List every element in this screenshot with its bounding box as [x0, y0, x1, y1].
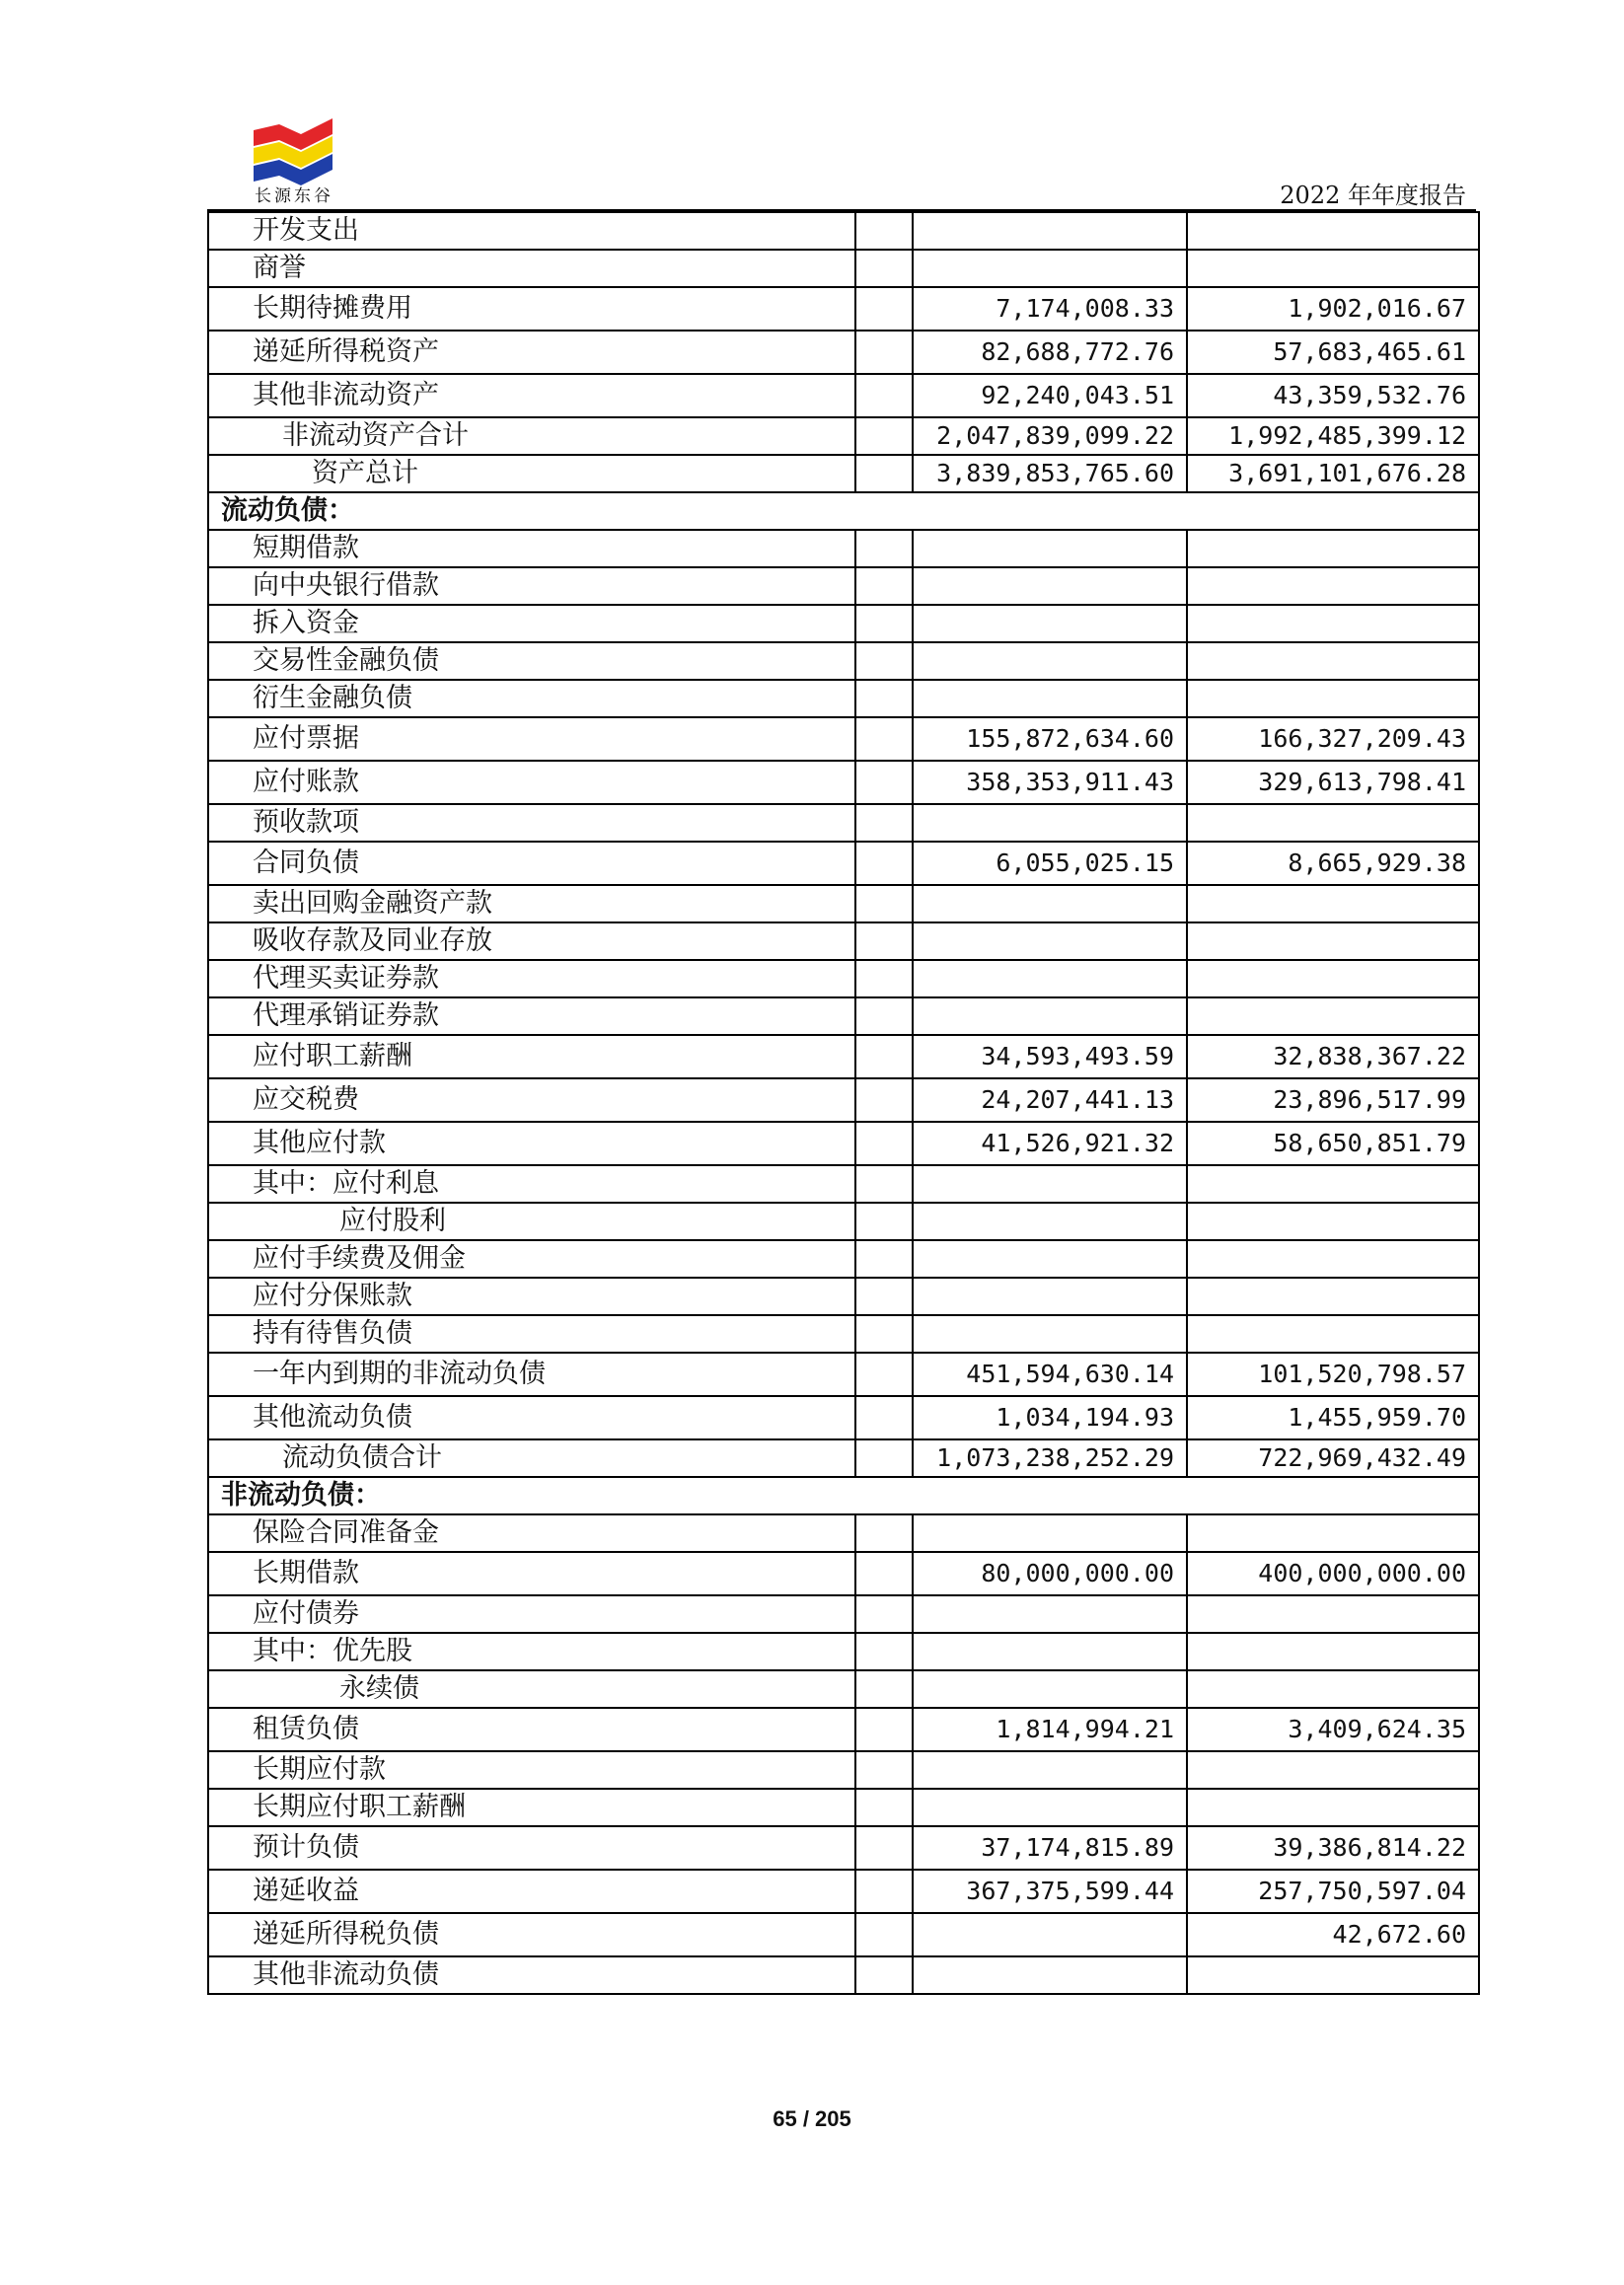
- note-cell: [855, 530, 913, 567]
- note-cell: [855, 885, 913, 922]
- current-period-value: [913, 680, 1187, 717]
- table-row: [208, 642, 1479, 680]
- prior-period-value: [1187, 1633, 1479, 1670]
- row-label: 其他应付款: [208, 1122, 855, 1165]
- table-row: [208, 1913, 1479, 1956]
- prior-period-value: 166,327,209.43: [1187, 717, 1479, 761]
- note-cell: [855, 680, 913, 717]
- current-period-value: [913, 885, 1187, 922]
- table-row: [208, 1514, 1479, 1552]
- note-cell: [855, 960, 913, 997]
- table-row: [208, 1870, 1479, 1913]
- note-cell: [855, 331, 913, 374]
- note-cell: [855, 842, 913, 885]
- table-row: [208, 374, 1479, 417]
- current-period-value: [913, 1633, 1187, 1670]
- current-period-value: 6,055,025.15: [913, 842, 1187, 885]
- prior-period-value: [1187, 922, 1479, 960]
- note-cell: [855, 1078, 913, 1122]
- note-cell: [855, 1751, 913, 1789]
- current-period-value: [913, 1913, 1187, 1956]
- prior-period-value: 329,613,798.41: [1187, 761, 1479, 804]
- row-label: 短期借款: [208, 530, 855, 567]
- note-cell: [855, 1278, 913, 1315]
- note-cell: [855, 455, 913, 492]
- table-row: [208, 1595, 1479, 1633]
- note-cell: [855, 1633, 913, 1670]
- current-period-value: 82,688,772.76: [913, 331, 1187, 374]
- prior-period-value: [1187, 885, 1479, 922]
- prior-period-value: 23,896,517.99: [1187, 1078, 1479, 1122]
- note-cell: [855, 605, 913, 642]
- note-cell: [855, 1514, 913, 1552]
- current-period-value: [913, 1751, 1187, 1789]
- prior-period-value: 722,969,432.49: [1187, 1439, 1479, 1477]
- table-row: [208, 1552, 1479, 1595]
- prior-period-value: 32,838,367.22: [1187, 1035, 1479, 1078]
- prior-period-value: 58,650,851.79: [1187, 1122, 1479, 1165]
- row-label: 其中：优先股: [208, 1633, 855, 1670]
- note-cell: [855, 250, 913, 287]
- prior-period-value: 3,409,624.35: [1187, 1708, 1479, 1751]
- current-period-value: [913, 1956, 1187, 1994]
- table-row: [208, 1240, 1479, 1278]
- table-row: [208, 417, 1479, 455]
- note-cell: [855, 1670, 913, 1708]
- row-label: 代理买卖证券款: [208, 960, 855, 997]
- note-cell: [855, 997, 913, 1035]
- prior-period-value: 39,386,814.22: [1187, 1826, 1479, 1870]
- prior-period-value: [1187, 212, 1479, 250]
- prior-period-value: [1187, 605, 1479, 642]
- table-row: [208, 1826, 1479, 1870]
- prior-period-value: 42,672.60: [1187, 1913, 1479, 1956]
- note-cell: [855, 1240, 913, 1278]
- row-label: 应付手续费及佣金: [208, 1240, 855, 1278]
- note-cell: [855, 1552, 913, 1595]
- prior-period-value: [1187, 567, 1479, 605]
- row-label: 永续债: [208, 1670, 855, 1708]
- prior-period-value: 57,683,465.61: [1187, 331, 1479, 374]
- prior-period-value: 1,992,485,399.12: [1187, 417, 1479, 455]
- prior-period-value: 8,665,929.38: [1187, 842, 1479, 885]
- report-title: 2022 年年度报告: [1280, 182, 1466, 209]
- prior-period-value: [1187, 1670, 1479, 1708]
- note-cell: [855, 642, 913, 680]
- row-label: 代理承销证券款: [208, 997, 855, 1035]
- table-row: [208, 1751, 1479, 1789]
- row-label: 交易性金融负债: [208, 642, 855, 680]
- row-label: 应付票据: [208, 717, 855, 761]
- note-cell: [855, 1439, 913, 1477]
- row-label: 吸收存款及同业存放: [208, 922, 855, 960]
- table-row: [208, 842, 1479, 885]
- table-row: [208, 1165, 1479, 1203]
- prior-period-value: [1187, 1751, 1479, 1789]
- current-period-value: [913, 922, 1187, 960]
- row-label: 预收款项: [208, 804, 855, 842]
- note-cell: [855, 1396, 913, 1439]
- current-period-value: 3,839,853,765.60: [913, 455, 1187, 492]
- current-period-value: [913, 997, 1187, 1035]
- current-period-value: 1,814,994.21: [913, 1708, 1187, 1751]
- note-cell: [855, 1165, 913, 1203]
- prior-period-value: 257,750,597.04: [1187, 1870, 1479, 1913]
- row-label: 流动负债合计: [208, 1439, 855, 1477]
- note-cell: [855, 1203, 913, 1240]
- prior-period-value: [1187, 250, 1479, 287]
- table-row: [208, 331, 1479, 374]
- prior-period-value: 1,455,959.70: [1187, 1396, 1479, 1439]
- row-label: 保险合同准备金: [208, 1514, 855, 1552]
- note-cell: [855, 1122, 913, 1165]
- note-cell: [855, 212, 913, 250]
- note-cell: [855, 1789, 913, 1826]
- table-row: [208, 1708, 1479, 1751]
- note-cell: [855, 1035, 913, 1078]
- table-row: [208, 1439, 1479, 1477]
- table-row: [208, 1035, 1479, 1078]
- row-label: 其中：应付利息: [208, 1165, 855, 1203]
- page-number: 65 / 205: [773, 2106, 851, 2131]
- table-row: [208, 804, 1479, 842]
- prior-period-value: [1187, 960, 1479, 997]
- row-label: 合同负债: [208, 842, 855, 885]
- row-label: 商誉: [208, 250, 855, 287]
- table-row: [208, 1670, 1479, 1708]
- prior-period-value: 400,000,000.00: [1187, 1552, 1479, 1595]
- table-row: [208, 1122, 1479, 1165]
- table-row: [208, 885, 1479, 922]
- current-period-value: 155,872,634.60: [913, 717, 1187, 761]
- current-period-value: [913, 1514, 1187, 1552]
- table-row: [208, 1396, 1479, 1439]
- row-label: 衍生金融负债: [208, 680, 855, 717]
- section-header-row: [208, 492, 1479, 530]
- current-period-value: 24,207,441.13: [913, 1078, 1187, 1122]
- table-row: [208, 567, 1479, 605]
- current-period-value: 1,073,238,252.29: [913, 1439, 1187, 1477]
- prior-period-value: [1187, 642, 1479, 680]
- table-row: [208, 997, 1479, 1035]
- current-period-value: 2,047,839,099.22: [913, 417, 1187, 455]
- balance-sheet-table: [207, 211, 1480, 1995]
- current-period-value: [913, 1203, 1187, 1240]
- current-period-value: 451,594,630.14: [913, 1353, 1187, 1396]
- table-row: [208, 212, 1479, 250]
- prior-period-value: [1187, 1203, 1479, 1240]
- row-label: 长期应付职工薪酬: [208, 1789, 855, 1826]
- current-period-value: [913, 1278, 1187, 1315]
- row-label: 开发支出: [208, 212, 855, 250]
- prior-period-value: 43,359,532.76: [1187, 374, 1479, 417]
- current-period-value: [913, 1240, 1187, 1278]
- note-cell: [855, 567, 913, 605]
- current-period-value: [913, 1670, 1187, 1708]
- prior-period-value: [1187, 1595, 1479, 1633]
- row-label: 非流动资产合计: [208, 417, 855, 455]
- table-row: [208, 605, 1479, 642]
- row-label: 递延收益: [208, 1870, 855, 1913]
- table-row: [208, 1203, 1479, 1240]
- current-period-value: 358,353,911.43: [913, 761, 1187, 804]
- current-period-value: [913, 250, 1187, 287]
- prior-period-value: [1187, 804, 1479, 842]
- row-label: 长期应付款: [208, 1751, 855, 1789]
- note-cell: [855, 1595, 913, 1633]
- current-period-value: 41,526,921.32: [913, 1122, 1187, 1165]
- table-row: [208, 1633, 1479, 1670]
- prior-period-value: [1187, 1240, 1479, 1278]
- table-row: [208, 287, 1479, 331]
- row-label: 持有待售负债: [208, 1315, 855, 1353]
- row-label: 应付账款: [208, 761, 855, 804]
- note-cell: [855, 1826, 913, 1870]
- prior-period-value: [1187, 1789, 1479, 1826]
- note-cell: [855, 287, 913, 331]
- table-row: [208, 960, 1479, 997]
- current-period-value: [913, 804, 1187, 842]
- current-period-value: 34,593,493.59: [913, 1035, 1187, 1078]
- current-period-value: 92,240,043.51: [913, 374, 1187, 417]
- table-row: [208, 1956, 1479, 1994]
- current-period-value: [913, 567, 1187, 605]
- current-period-value: 367,375,599.44: [913, 1870, 1187, 1913]
- row-label: 其他非流动负债: [208, 1956, 855, 1994]
- prior-period-value: 1,902,016.67: [1187, 287, 1479, 331]
- prior-period-value: [1187, 680, 1479, 717]
- row-label: 拆入资金: [208, 605, 855, 642]
- note-cell: [855, 1913, 913, 1956]
- table-row: [208, 455, 1479, 492]
- row-label: 一年内到期的非流动负债: [208, 1353, 855, 1396]
- row-label: 长期借款: [208, 1552, 855, 1595]
- note-cell: [855, 922, 913, 960]
- prior-period-value: [1187, 1165, 1479, 1203]
- table-row: [208, 1789, 1479, 1826]
- row-label: 应付职工薪酬: [208, 1035, 855, 1078]
- section-header-row: [208, 1477, 1479, 1514]
- current-period-value: [913, 960, 1187, 997]
- row-label: 应付债券: [208, 1595, 855, 1633]
- section-title: 流动负债：: [208, 492, 1479, 530]
- current-period-value: [913, 1789, 1187, 1826]
- table-row: [208, 1278, 1479, 1315]
- note-cell: [855, 374, 913, 417]
- row-label: 应付分保账款: [208, 1278, 855, 1315]
- row-label: 租赁负债: [208, 1708, 855, 1751]
- table-row: [208, 1353, 1479, 1396]
- row-label: 其他流动负债: [208, 1396, 855, 1439]
- current-period-value: [913, 530, 1187, 567]
- prior-period-value: 3,691,101,676.28: [1187, 455, 1479, 492]
- note-cell: [855, 1956, 913, 1994]
- row-label: 应交税费: [208, 1078, 855, 1122]
- row-label: 长期待摊费用: [208, 287, 855, 331]
- current-period-value: [913, 605, 1187, 642]
- current-period-value: [913, 1165, 1187, 1203]
- note-cell: [855, 1315, 913, 1353]
- table-row: [208, 250, 1479, 287]
- note-cell: [855, 804, 913, 842]
- note-cell: [855, 1870, 913, 1913]
- current-period-value: [913, 1595, 1187, 1633]
- table-row: [208, 717, 1479, 761]
- current-period-value: 7,174,008.33: [913, 287, 1187, 331]
- current-period-value: 37,174,815.89: [913, 1826, 1187, 1870]
- note-cell: [855, 1353, 913, 1396]
- current-period-value: 1,034,194.93: [913, 1396, 1187, 1439]
- balance-sheet-body: [208, 212, 1479, 1994]
- table-row: [208, 530, 1479, 567]
- note-cell: [855, 417, 913, 455]
- note-cell: [855, 717, 913, 761]
- row-label: 向中央银行借款: [208, 567, 855, 605]
- current-period-value: 80,000,000.00: [913, 1552, 1187, 1595]
- row-label: 其他非流动资产: [208, 374, 855, 417]
- row-label: 递延所得税资产: [208, 331, 855, 374]
- table-row: [208, 680, 1479, 717]
- table-row: [208, 1078, 1479, 1122]
- current-period-value: [913, 212, 1187, 250]
- section-title: 非流动负债：: [208, 1477, 1479, 1514]
- row-label: 应付股利: [208, 1203, 855, 1240]
- prior-period-value: [1187, 1514, 1479, 1552]
- current-period-value: [913, 1315, 1187, 1353]
- row-label: 资产总计: [208, 455, 855, 492]
- table-row: [208, 761, 1479, 804]
- prior-period-value: [1187, 997, 1479, 1035]
- current-period-value: [913, 642, 1187, 680]
- prior-period-value: [1187, 1278, 1479, 1315]
- prior-period-value: [1187, 1956, 1479, 1994]
- prior-period-value: [1187, 530, 1479, 567]
- logo-text: 长源东谷: [255, 186, 333, 206]
- row-label: 预计负债: [208, 1826, 855, 1870]
- prior-period-value: [1187, 1315, 1479, 1353]
- row-label: 递延所得税负债: [208, 1913, 855, 1956]
- note-cell: [855, 1708, 913, 1751]
- table-row: [208, 1315, 1479, 1353]
- prior-period-value: 101,520,798.57: [1187, 1353, 1479, 1396]
- table-row: [208, 922, 1479, 960]
- row-label: 卖出回购金融资产款: [208, 885, 855, 922]
- note-cell: [855, 761, 913, 804]
